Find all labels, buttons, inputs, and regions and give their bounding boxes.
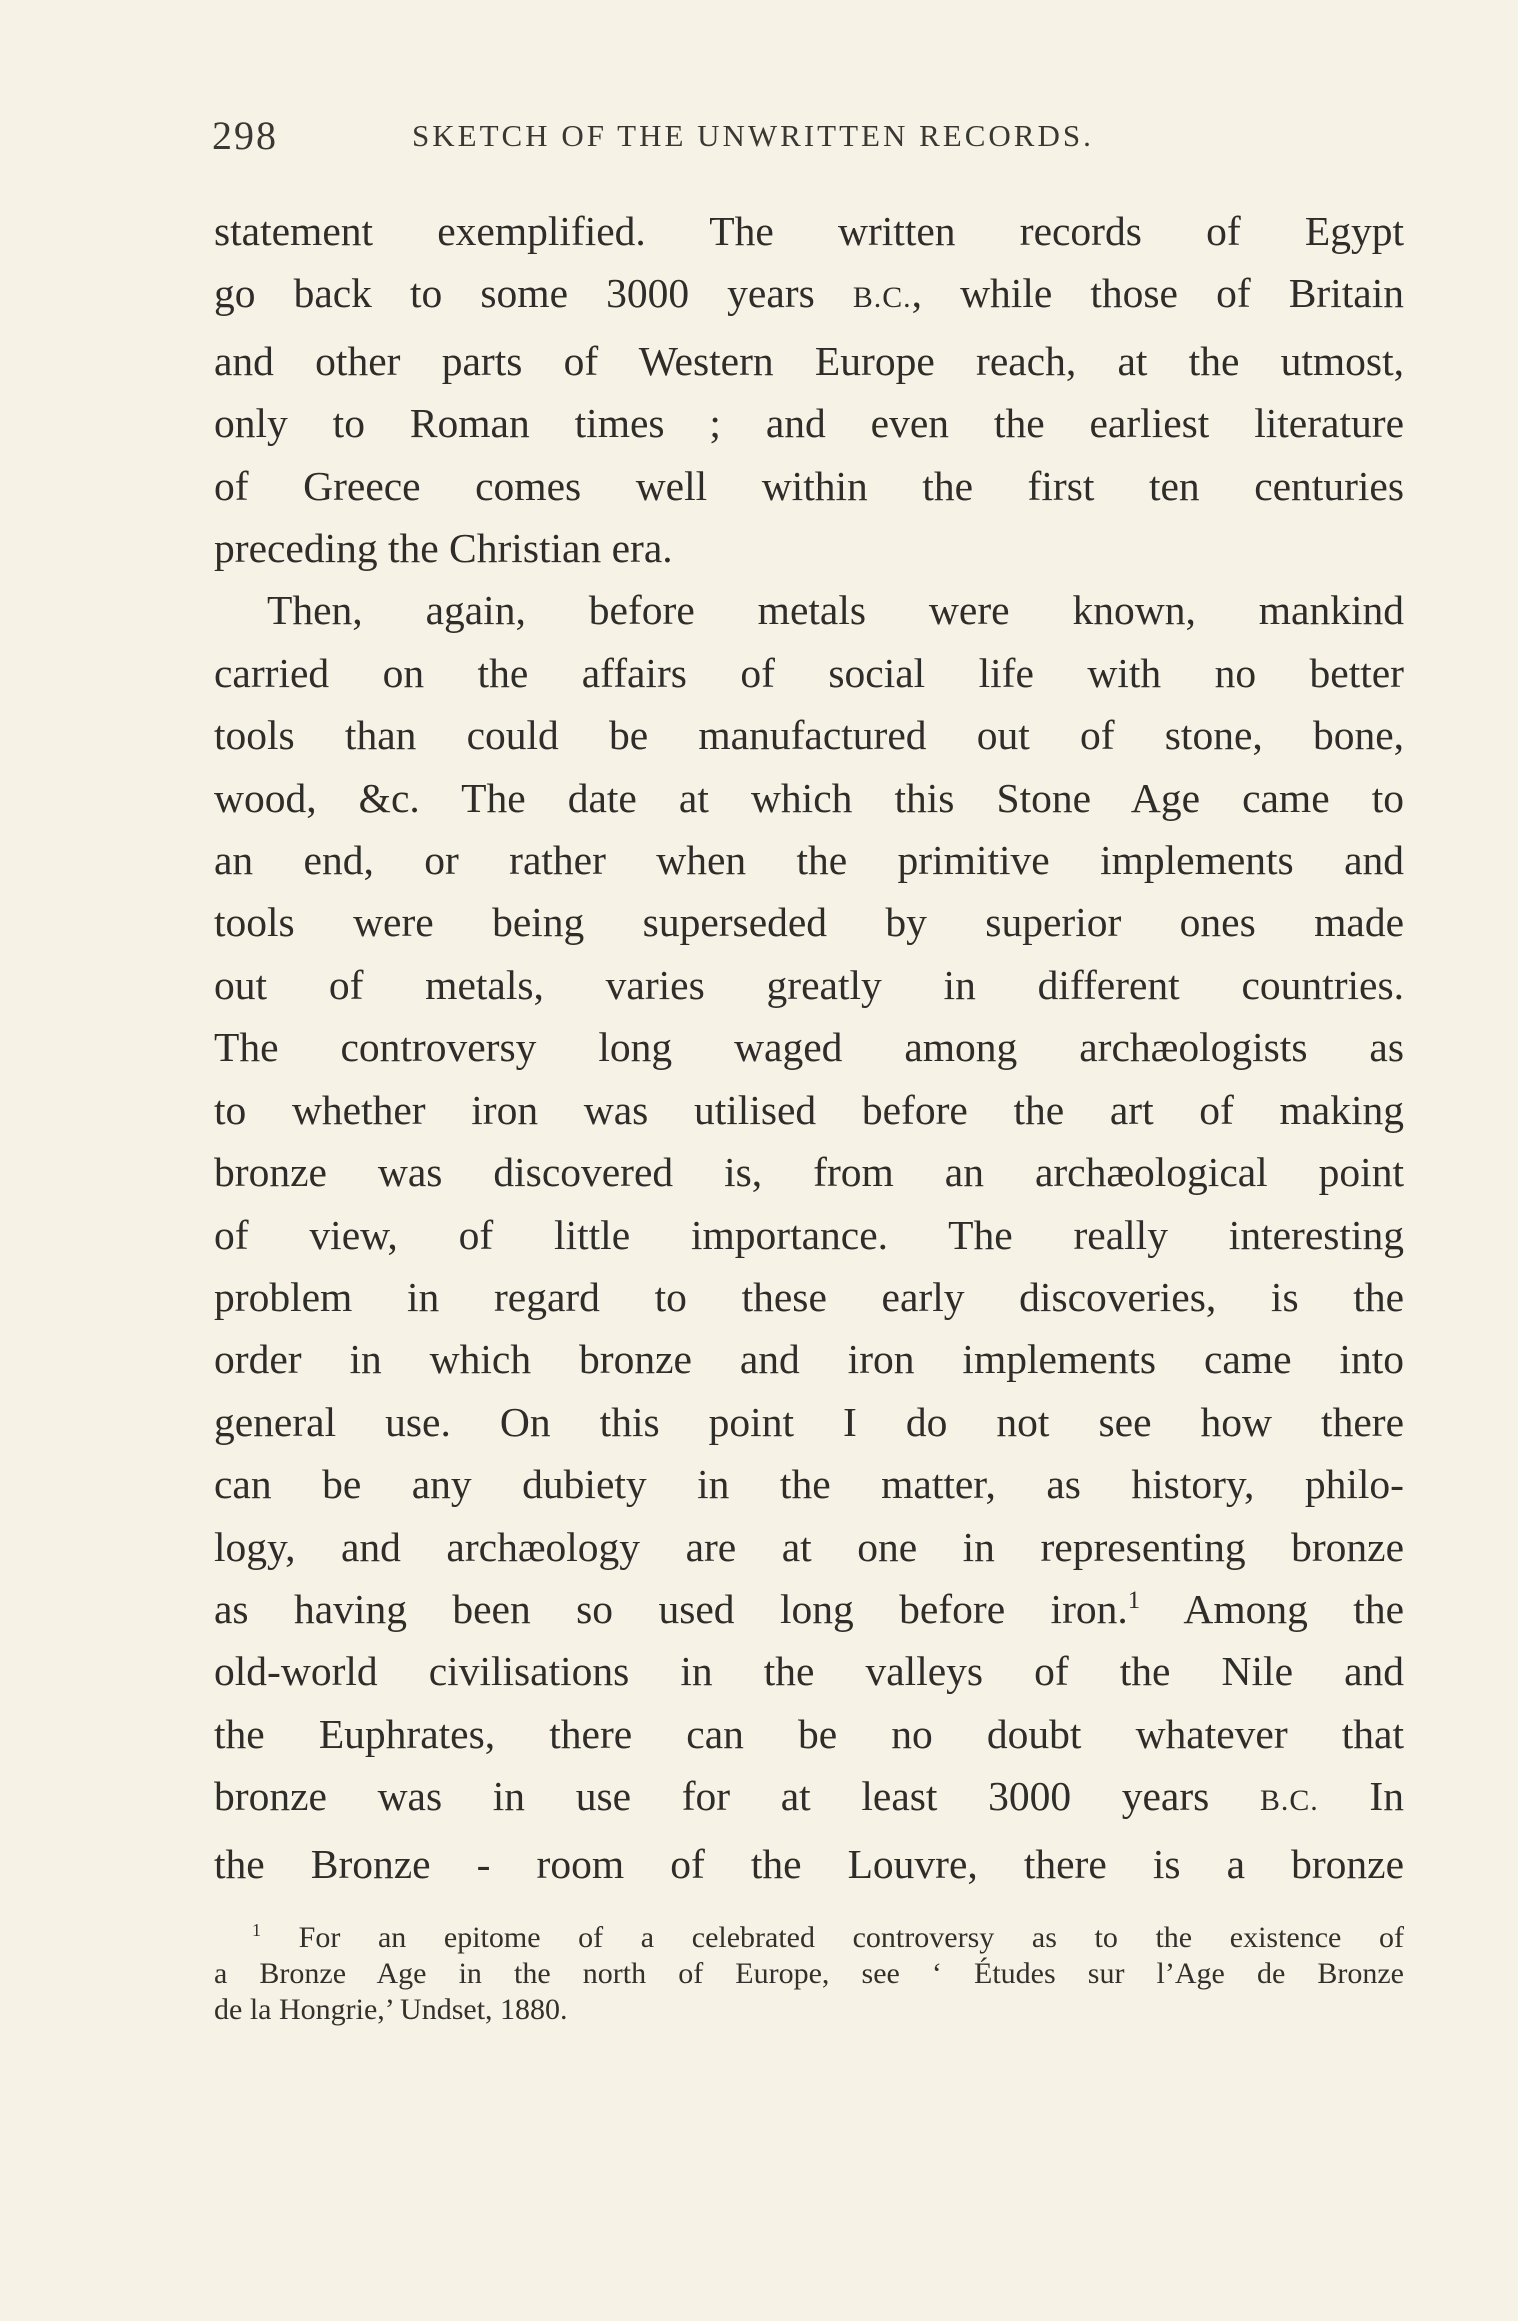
text-line: bronze was in use for at least 3000 years B.C. In xyxy=(214,1773,1404,1820)
text-line: an end, or rather when the primitive implements and xyxy=(214,837,1404,884)
text-line: The controversy long waged among archæologists as xyxy=(214,1024,1404,1071)
footnote-line: a Bronze Age in the north of Europe, see ‘ Études sur l’Age de Bronze xyxy=(214,1957,1404,1990)
text-line: logy, and archæology are at one in representing bronze xyxy=(214,1523,1404,1570)
text-line: the Bronze - room of the Louvre, there is a bronze xyxy=(214,1840,1404,1887)
text-line: and other parts of Western Europe reach, at the utmost, xyxy=(214,337,1404,384)
era-abbreviation: B.C. xyxy=(852,281,912,315)
footnote-line: $^1$ For an epitome of a celebrated controversy as to the existence of xyxy=(252,1920,1404,1954)
text-line: of view, of little importance. The really interesting xyxy=(214,1211,1404,1258)
page-header xyxy=(212,112,1287,162)
text-line: to whether iron was utilised before the art of making xyxy=(214,1086,1404,1133)
text-line: tools were being superseded by superior ones made xyxy=(214,899,1404,946)
text-line: general use. On this point I do not see how there xyxy=(214,1398,1404,1445)
era-abbreviation: B.C. xyxy=(1259,1784,1319,1818)
footnote-reference: 1 xyxy=(1127,1587,1141,1615)
text-line: preceding the Christian era. xyxy=(214,525,673,572)
text-line: tools than could be manufactured out of stone, bone, xyxy=(214,712,1404,759)
footnote-line: de la Hongrie,’ Undset, 1880. xyxy=(214,1993,568,2026)
page-number: 298 xyxy=(212,113,278,158)
text-line: the Euphrates, there can be no doubt whatever that xyxy=(214,1710,1404,1757)
text-line: statement exemplified. The written records of Egypt xyxy=(214,208,1404,254)
text-line: order in which bronze and iron implements came into xyxy=(214,1336,1404,1383)
text-line: old-world civilisations in the valleys of the Nile and xyxy=(214,1648,1404,1695)
running-head: SKETCH OF THE UNWRITTEN RECORDS. xyxy=(412,118,1094,153)
text-line: can be any dubiety in the matter, as history, philo- xyxy=(214,1461,1404,1508)
text-line: Then, again, before metals were known, mankind xyxy=(267,587,1404,634)
footnote xyxy=(214,1920,1404,2028)
footnote-marker: 1 xyxy=(252,1920,261,1940)
text-line: of Greece comes well within the first ten centuries xyxy=(214,462,1404,509)
text-line: as having been so used long before iron.$^1$ Among the xyxy=(214,1585,1404,1632)
body-text xyxy=(214,200,1404,1895)
text-line: wood, &c. The date at which this Stone Age came to xyxy=(214,774,1404,821)
text-line: problem in regard to these early discoveries, is the xyxy=(214,1273,1404,1320)
text-line: out of metals, varies greatly in different countries. xyxy=(214,961,1404,1008)
text-line: go back to some 3000 years B.C., while those of Britain xyxy=(214,270,1404,317)
text-line: only to Roman times ; and even the earliest literature xyxy=(214,400,1404,447)
text-line: bronze was discovered is, from an archæological point xyxy=(214,1149,1404,1196)
text-line: carried on the affairs of social life with no better xyxy=(214,649,1404,696)
